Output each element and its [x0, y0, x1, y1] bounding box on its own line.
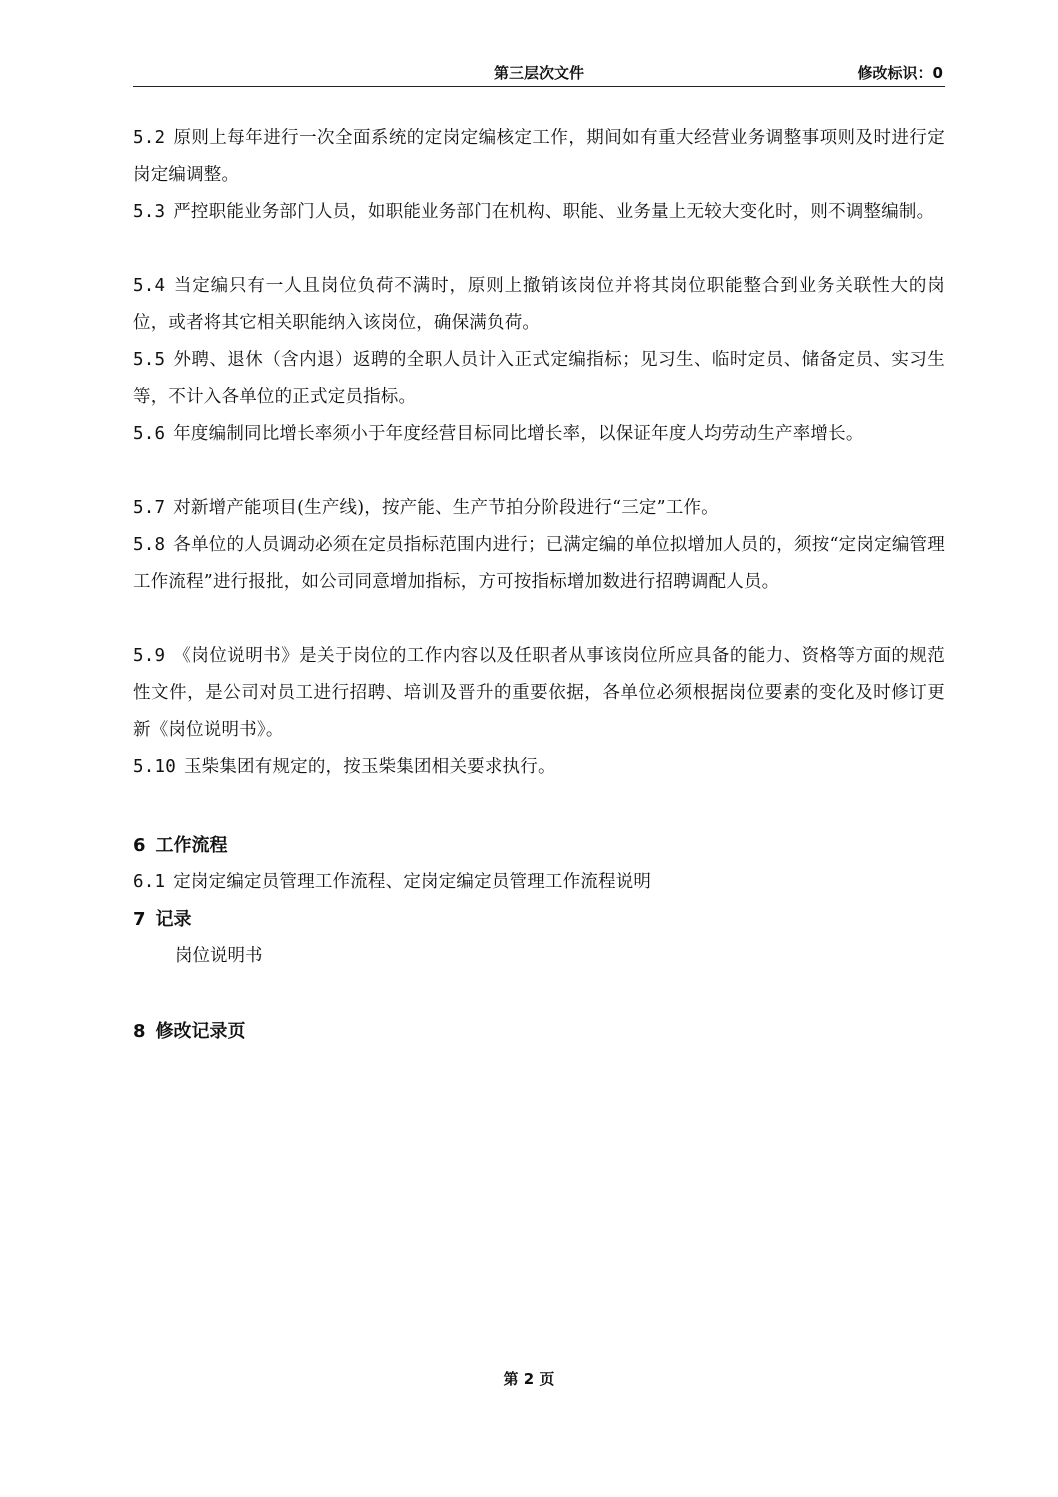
clause-number: 5.9 [133, 646, 166, 666]
clause-5-9 [133, 638, 945, 749]
page-header [133, 62, 945, 87]
clause-5-7 [133, 490, 945, 527]
clause-text: 严控职能业务部门人员，如职能业务部门在机构、职能、业务量上无较大变化时，则不调整编制。 [173, 202, 935, 222]
clause-number: 5.10 [133, 757, 176, 777]
clause-number: 5.2 [133, 128, 166, 148]
clause-number: 5.8 [133, 535, 166, 555]
section-number: 6 [133, 835, 146, 856]
section-title: 修改记录页 [155, 1021, 246, 1042]
section-6-heading [133, 827, 228, 864]
clause-5-2 [133, 120, 945, 194]
clause-5-3 [133, 194, 945, 231]
revision-label: 修改标识：0 [857, 64, 943, 82]
clause-number: 5.4 [133, 276, 166, 296]
clause-number: 5.3 [133, 202, 166, 222]
clause-number: 5.6 [133, 424, 166, 444]
clause-text: 对新增产能项目(生产线)，按产能、生产节拍分阶段进行“三定”工作。 [173, 498, 719, 518]
clause-5-8 [133, 527, 945, 601]
clause-number: 6.1 [133, 872, 166, 892]
clause-text: 各单位的人员调动必须在定员指标范围内进行；已满定编的单位拟增加人员的，须按“定岗定编管理工作流程”进行报批，如公司同意增加指标，方可按指标增加数进行招聘调配人员。 [133, 535, 945, 592]
clause-5-10 [133, 749, 945, 786]
clause-5-5 [133, 342, 945, 416]
doc-level-label: 第三层次文件 [493, 64, 584, 82]
clause-text: 《岗位说明书》是关于岗位的工作内容以及任职者从事该岗位所应具备的能力、资格等方面的规范性文件，是公司对员工进行招聘、培训及晋升的重要依据，各单位必须根据岗位要素的变化及时修订更新《岗位说明书》。 [133, 646, 945, 740]
section-number: 8 [133, 1021, 146, 1042]
clause-6-1 [133, 864, 945, 901]
clause-text: 年度编制同比增长率须小于年度经营目标同比增长率，以保证年度人均劳动生产率增长。 [173, 424, 864, 444]
section-title: 记录 [155, 909, 192, 930]
clause-text: 外聘、退休（含内退）返聘的全职人员计入正式定编指标；见习生、临时定员、储备定员、实习生等，不计入各单位的正式定员指标。 [133, 350, 945, 407]
page-number: 第 2 页 [503, 1370, 555, 1388]
clause-text: 定岗定编定员管理工作流程、定岗定编定员管理工作流程说明 [173, 872, 652, 892]
clause-number: 5.5 [133, 350, 166, 370]
section-8-heading [133, 1013, 246, 1050]
clause-number: 5.7 [133, 498, 166, 518]
clause-5-6 [133, 416, 945, 453]
clause-text: 原则上每年进行一次全面系统的定岗定编核定工作，期间如有重大经营业务调整事项则及时进行定岗定编调整。 [133, 128, 945, 185]
section-7-heading [133, 901, 192, 938]
record-item: 岗位说明书 [175, 946, 263, 966]
section-title: 工作流程 [155, 835, 228, 856]
section-number: 7 [133, 909, 146, 930]
clause-text: 当定编只有一人且岗位负荷不满时，原则上撤销该岗位并将其岗位职能整合到业务关联性大的岗位，或者将其它相关职能纳入该岗位，确保满负荷。 [133, 276, 945, 333]
clause-5-4 [133, 268, 945, 342]
clause-text: 玉柴集团有规定的，按玉柴集团相关要求执行。 [183, 757, 556, 777]
